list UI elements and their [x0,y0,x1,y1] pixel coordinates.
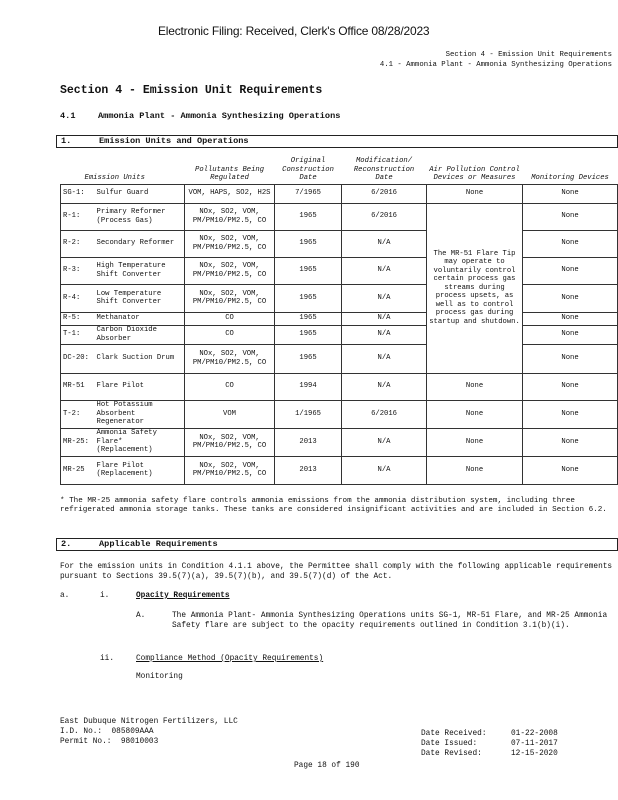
footer-id [60,728,154,738]
construction-date: 1965 [275,325,342,344]
construction-date: 1994 [275,373,342,400]
construction-date: 2013 [275,428,342,456]
part2-title: Applicable Requirements [99,539,218,549]
col-header-construction: Original Construction Date [282,157,334,182]
unit-name: Hot Potassium Absorbent Regenerator [95,400,185,428]
modification-date: N/A [342,257,427,284]
pollutants: CO [185,373,275,400]
table-row [61,184,618,203]
construction-date: 1/1965 [275,400,342,428]
pollutants: NOx, SO2, VOM, PM/PM10/PM2.5, CO [185,257,275,284]
revised-label: Date Revised: [421,750,482,758]
subsection-title [60,111,340,121]
part1-bar [56,135,618,148]
modification-date: 6/2016 [342,184,427,203]
monitoring-device: None [523,184,618,203]
part2-bar [56,538,618,551]
construction-date: 2013 [275,456,342,484]
footer-permit-value: 98010003 [120,738,159,746]
unit-id: R-2: [61,230,95,257]
monitoring-device: None [523,257,618,284]
control-device: None [427,400,523,428]
pollutants: NOx, SO2, VOM, PM/PM10/PM2.5, CO [185,203,275,230]
footer-id-value: 085809AAA [111,728,154,736]
pollutants: NOx, SO2, VOM, PM/PM10/PM2.5, CO [185,428,275,456]
subsection-number: 4.1 [60,111,76,121]
footer-permit-label: Permit No.: [60,738,112,746]
page-number: Page 18 of 190 [294,762,360,770]
part1-number: 1. [61,136,72,146]
modification-date: N/A [342,344,427,373]
unit-id: SG-1: [61,184,95,203]
item-a-letter: a. [60,592,70,600]
unit-name: Clark Suction Drum [95,344,185,373]
monitoring-device: None [523,428,618,456]
monitoring-device: None [523,312,618,325]
section-title: Section 4 - Emission Unit Requirements [60,84,323,97]
modification-date: N/A [342,428,427,456]
revised-value: 12-15-2020 [511,750,558,758]
monitoring-device: None [523,373,618,400]
item-a-roman: i. [100,592,110,600]
modification-date: N/A [342,284,427,312]
construction-date: 1965 [275,203,342,230]
pollutants: NOx, SO2, VOM, PM/PM10/PM2.5, CO [185,284,275,312]
efiling-stamp: Electronic Filing: Received, Clerk's Office 08/28/2023 [158,24,430,38]
pollutants: NOx, SO2, VOM, PM/PM10/PM2.5, CO [185,230,275,257]
table-row [61,284,618,312]
unit-name: Carbon Dioxide Absorber [95,325,185,344]
modification-date: N/A [342,456,427,484]
table-footnote: * The MR-25 ammonia safety flare controls ammonia emissions from the ammonia distribution system, including three refrigerated ammonia storage tanks. These tanks are considered insignificant activities and are included in Section 6.2. [60,497,607,514]
unit-id: R-5: [61,312,95,325]
unit-name: Low Temperature Shift Converter [95,284,185,312]
footer-date-revised [421,750,558,760]
col-header-control: Air Pollution Control Devices or Measures [429,165,520,182]
col-header-pollutants: Pollutants Being Regulated [195,165,265,182]
pollutants: VOM [185,400,275,428]
control-device: None [427,373,523,400]
part2-number: 2. [61,539,72,549]
unit-name: High Temperature Shift Converter [95,257,185,284]
running-header-line1: Section 4 - Emission Unit Requirements [445,51,612,59]
unit-name: Primary Reformer (Process Gas) [95,203,185,230]
construction-date: 1965 [275,257,342,284]
running-header-line2: 4.1 - Ammonia Plant - Ammonia Synthesizing Operations [379,61,612,69]
table-row [61,400,618,428]
item-ii-roman: ii. [100,655,115,663]
construction-date: 7/1965 [275,184,342,203]
pollutants: CO [185,325,275,344]
table-row [61,230,618,257]
pollutants: NOx, SO2, VOM, PM/PM10/PM2.5, CO [185,344,275,373]
pollutants: VOM, HAPS, SO2, H2S [185,184,275,203]
modification-date: N/A [342,373,427,400]
item-A-text: The Ammonia Plant- Ammonia Synthesizing Operations units SG-1, MR-51 Flare, and MR-25 Ammonia Safety flare are subject to the opacity requirements outlined in Condition 3.1(b)(i). [172,612,608,630]
unit-id: DC-20: [61,344,95,373]
opacity-heading: Opacity Requirements [136,592,230,600]
footer-company: East Dubuque Nitrogen Fertilizers, LLC [60,718,238,726]
item-A-letter: A. [136,612,146,620]
unit-id: T-2: [61,400,95,428]
monitoring-device: None [523,344,618,373]
emission-units-table [60,156,618,485]
col-header-monitoring: Monitoring Devices [531,174,609,182]
col-header-modification: Modification/ Reconstruction Date [353,157,415,182]
table-row [61,428,618,456]
monitoring-device: None [523,203,618,230]
unit-id: R-3: [61,257,95,284]
table-row [61,344,618,373]
applicable-paragraph: For the emission units in Condition 4.1.1 above, the Permittee shall comply with the following applicable requirements pursuant to Sections 39.5(7)(a), 39.5(7)(b), and 39.5(7)(d) of the Act. [60,563,613,581]
monitoring-device: None [523,230,618,257]
issued-label: Date Issued: [421,740,478,748]
table-row [61,456,618,484]
unit-id: MR-25: [61,428,95,456]
table-row [61,373,618,400]
construction-date: 1965 [275,230,342,257]
compliance-heading: Compliance Method (Opacity Requirements) [136,655,324,663]
modification-date: N/A [342,312,427,325]
control-device-merged: The MR-51 Flare Tip may operate to voluntarily control certain process gas streams during process upsets, as well as to control process gas during startup and shutdown. [427,203,523,373]
modification-date: 6/2016 [342,400,427,428]
monitoring-label: Monitoring [136,673,183,681]
pollutants: CO [185,312,275,325]
footer-date-issued [421,740,558,750]
issued-value: 07-11-2017 [511,740,558,748]
col-header-unit: Emission Units [84,174,145,182]
pollutants: NOx, SO2, VOM, PM/PM10/PM2.5, CO [185,456,275,484]
unit-name: Sulfur Guard [95,184,185,203]
subsection-text: Ammonia Plant - Ammonia Synthesizing Operations [98,111,341,121]
monitoring-device: None [523,400,618,428]
unit-name: Secondary Reformer [95,230,185,257]
control-device: None [427,428,523,456]
unit-id: MR-25 [61,456,95,484]
unit-id: MR-51 [61,373,95,400]
modification-date: N/A [342,325,427,344]
construction-date: 1965 [275,284,342,312]
construction-date: 1965 [275,344,342,373]
unit-name: Methanator [95,312,185,325]
unit-id: R-4: [61,284,95,312]
monitoring-device: None [523,456,618,484]
monitoring-device: None [523,284,618,312]
unit-name: Flare Pilot [95,373,185,400]
table-row [61,203,618,230]
control-device: None [427,456,523,484]
table-row [61,312,618,325]
footer-date-received [421,730,558,740]
footer-permit [60,738,158,748]
control-device: None [427,184,523,203]
monitoring-device: None [523,325,618,344]
footer-id-label: I.D. No.: [60,728,103,736]
received-value: 01-22-2008 [511,730,558,738]
table-row [61,325,618,344]
modification-date: 6/2016 [342,203,427,230]
modification-date: N/A [342,230,427,257]
unit-name: Flare Pilot (Replacement) [95,456,185,484]
table-row [61,257,618,284]
unit-id: R-1: [61,203,95,230]
construction-date: 1965 [275,312,342,325]
unit-id: T-1: [61,325,95,344]
part1-title: Emission Units and Operations [99,136,249,146]
unit-name: Ammonia Safety Flare* (Replacement) [95,428,185,456]
received-label: Date Received: [421,730,487,738]
